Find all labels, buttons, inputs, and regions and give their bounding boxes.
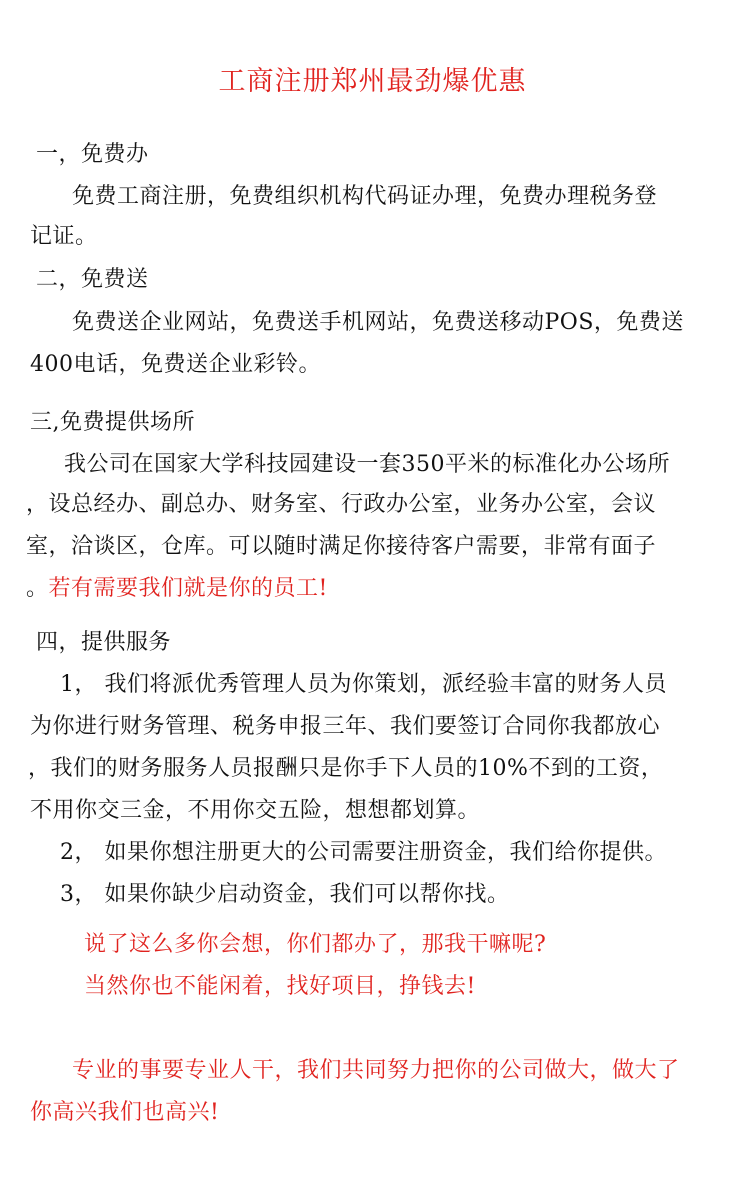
section1-heading: 一，免费办 <box>36 142 149 167</box>
section3-tail-line <box>26 574 328 604</box>
section3-tail-highlight: 若有需要我们就是你的员工! <box>48 576 328 601</box>
service-item-3: 3， 如果你缺少启动资金，我们可以帮你找。 <box>60 882 510 907</box>
section3-body-line: ，设总经办、副总办、财务室、行政办公室，业务办公室，会议 <box>26 492 657 517</box>
page-title: 工商注册郑州最劲爆优惠 <box>218 66 527 97</box>
section2-heading: 二，免费送 <box>36 267 149 292</box>
section4-heading: 四，提供服务 <box>36 630 172 655</box>
section3-tail-punct: 。 <box>26 576 49 601</box>
closing-line: 说了这么多你会想，你们都办了，那我干嘛呢? <box>84 932 547 957</box>
service-item-1-line: 1， 我们将派优秀管理人员为你策划，派经验丰富的财务人员 <box>60 672 667 697</box>
section3-body-line: 我公司在国家大学科技园建设一套350平米的标准化办公场所 <box>64 452 670 477</box>
section1-body-line: 免费工商注册，免费组织机构代码证办理，免费办理税务登 <box>72 184 658 209</box>
section2-body-line: 400电话，免费送企业彩铃。 <box>30 352 321 377</box>
service-item-1-line: ，我们的财务服务人员报酬只是你手下人员的10%不到的工资， <box>28 756 664 781</box>
closing-final-line: 你高兴我们也高兴! <box>30 1100 220 1125</box>
service-item-2: 2， 如果你想注册更大的公司需要注册资金，我们给你提供。 <box>60 840 667 865</box>
service-item-1-line: 不用你交三金，不用你交五险，想想都划算。 <box>30 798 481 823</box>
section3-body-line: 室，洽谈区，仓库。可以随时满足你接待客户需要，非常有面子 <box>26 534 657 559</box>
section3-heading: 三,免费提供场所 <box>30 410 195 435</box>
service-item-1-line: 为你进行财务管理、税务申报三年、我们要签订合同你我都放心 <box>30 714 661 739</box>
closing-line: 当然你也不能闲着，找好项目，挣钱去! <box>84 974 476 999</box>
section2-body-line: 免费送企业网站，免费送手机网站，免费送移动POS，免费送 <box>72 310 684 335</box>
closing-final-line: 专业的事要专业人干，我们共同努力把你的公司做大，做大了 <box>72 1058 680 1083</box>
section1-body-line: 记证。 <box>30 224 98 249</box>
